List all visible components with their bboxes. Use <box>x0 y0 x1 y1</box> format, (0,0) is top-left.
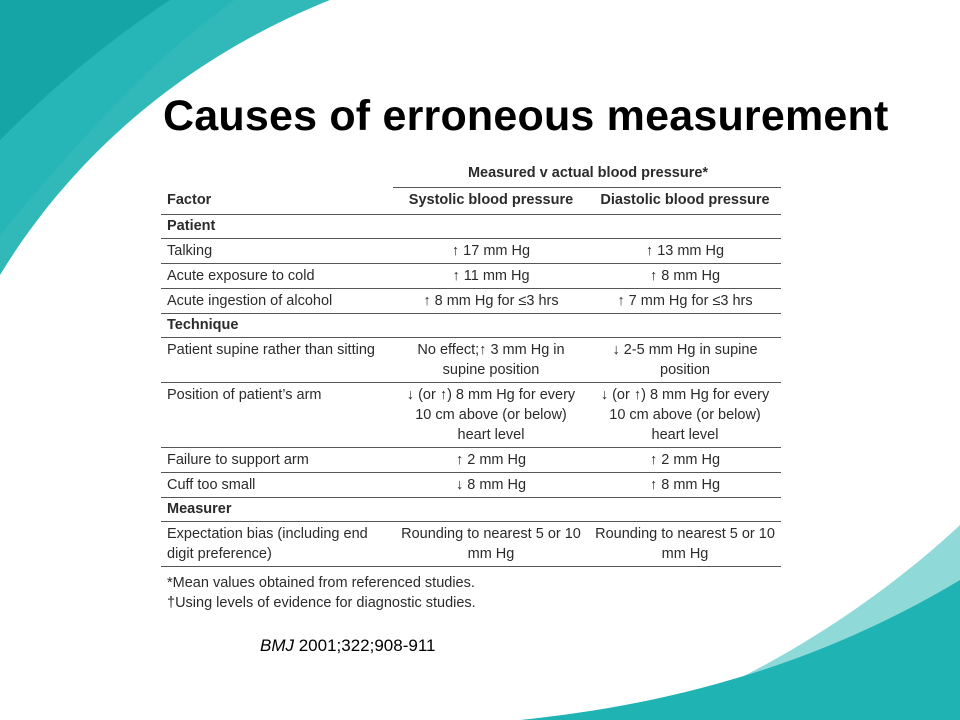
table-row <box>161 239 781 264</box>
diastolic-cell: Rounding to nearest 5 or 10 mm Hg <box>587 522 781 567</box>
table-row <box>161 289 781 314</box>
blood-pressure-table <box>157 150 785 620</box>
factor-cell: Acute exposure to cold <box>161 264 393 289</box>
table-row <box>161 338 781 383</box>
footnote-mean-values: *Mean values obtained from referenced studies. <box>167 575 475 591</box>
diastolic-cell: ↓ 2-5 mm Hg in supine position <box>587 338 781 383</box>
diastolic-cell: ↓ (or ↑) 8 mm Hg for every 10 cm above (or below) heart level <box>587 383 781 448</box>
diastolic-cell: ↑ 8 mm Hg <box>587 473 781 498</box>
citation-journal: BMJ <box>260 636 294 655</box>
citation-reference: 2001;322;908-911 <box>294 636 436 655</box>
diastolic-cell: ↑ 7 mm Hg for ≤3 hrs <box>587 289 781 314</box>
systolic-cell: Rounding to nearest 5 or 10 mm Hg <box>393 522 587 567</box>
factor-cell: Position of patient’s arm <box>161 383 393 448</box>
footnote-evidence-levels: †Using levels of evidence for diagnostic studies. <box>167 595 476 611</box>
section-technique: Technique <box>161 314 781 338</box>
systolic-cell: ↑ 11 mm Hg <box>393 264 587 289</box>
systolic-cell: ↑ 8 mm Hg for ≤3 hrs <box>393 289 587 314</box>
systolic-cell: ↓ (or ↑) 8 mm Hg for every 10 cm above (or below) heart level <box>393 383 587 448</box>
table-row <box>161 264 781 289</box>
factor-cell: Expectation bias (including end digit preference) <box>161 522 393 567</box>
factor-cell: Cuff too small <box>161 473 393 498</box>
systolic-cell: No effect;↑ 3 mm Hg in supine position <box>393 338 587 383</box>
measurement-table <box>161 150 781 567</box>
span-header: Measured v actual blood pressure* <box>393 150 781 188</box>
factor-cell: Failure to support arm <box>161 448 393 473</box>
column-header-factor: Factor <box>161 188 393 215</box>
systolic-cell: ↑ 2 mm Hg <box>393 448 587 473</box>
table-row <box>161 522 781 567</box>
table-row <box>161 383 781 448</box>
diastolic-cell: ↑ 13 mm Hg <box>587 239 781 264</box>
factor-cell: Patient supine rather than sitting <box>161 338 393 383</box>
factor-cell: Talking <box>161 239 393 264</box>
table-row <box>161 473 781 498</box>
section-measurer: Measurer <box>161 498 781 522</box>
systolic-cell: ↑ 17 mm Hg <box>393 239 587 264</box>
column-header-systolic: Systolic blood pressure <box>393 188 587 215</box>
table-footnotes <box>167 573 785 613</box>
table-corner <box>161 150 393 188</box>
citation <box>260 636 435 656</box>
column-header-diastolic: Diastolic blood pressure <box>587 188 781 215</box>
diastolic-cell: ↑ 8 mm Hg <box>587 264 781 289</box>
table-row <box>161 448 781 473</box>
slide-title: Causes of erroneous measurement <box>163 92 889 140</box>
factor-cell: Acute ingestion of alcohol <box>161 289 393 314</box>
systolic-cell: ↓ 8 mm Hg <box>393 473 587 498</box>
section-patient: Patient <box>161 215 781 239</box>
diastolic-cell: ↑ 2 mm Hg <box>587 448 781 473</box>
